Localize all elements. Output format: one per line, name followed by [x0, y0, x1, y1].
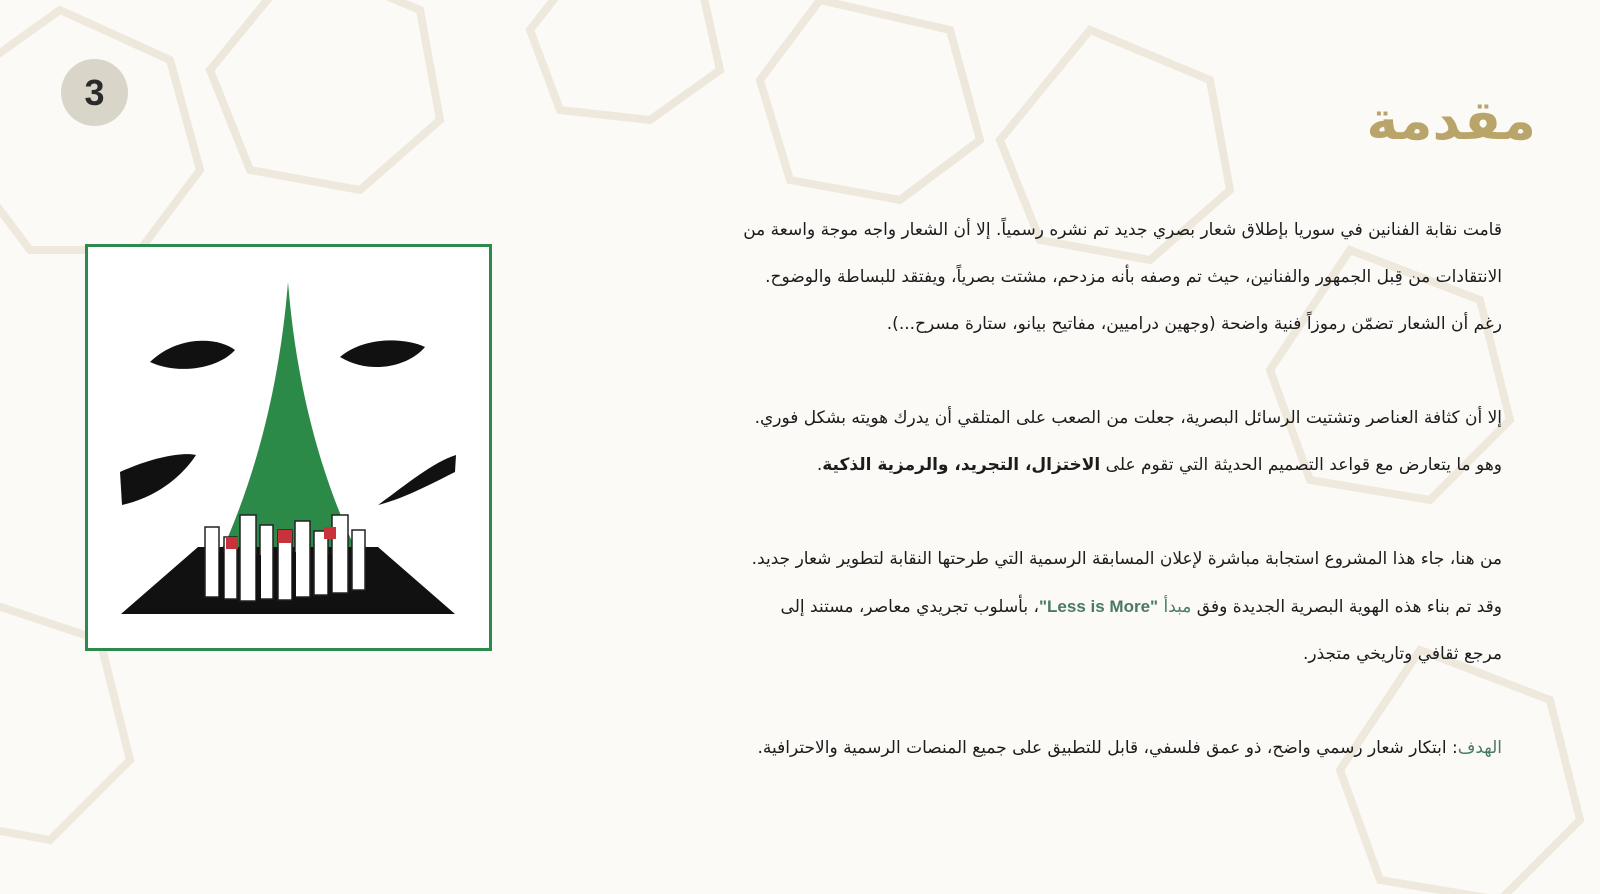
old-logo-illustration — [88, 247, 489, 648]
page-number-badge — [61, 59, 128, 126]
logo-mask-shape-left — [120, 454, 196, 505]
text-line — [622, 583, 1502, 631]
old-logo-image — [85, 244, 492, 651]
principle-label: مبدأ — [1163, 597, 1192, 617]
logo-mask-eye-right — [340, 340, 425, 367]
goal-label: الهدف — [1457, 738, 1502, 758]
design-principles-emphasis: الاختزال، التجريد، والرمزية الذكية — [822, 455, 1101, 475]
text-line — [622, 442, 1502, 489]
text-segment: ، بأسلوب تجريدي معاصر، مستند إلى — [780, 597, 1039, 617]
text-line: من هنا، جاء هذا المشروع استجابة مباشرة لإعلان المسابقة الرسمية التي طرحتها النقابة لتطوير شعار جديد. — [751, 549, 1502, 569]
logo-mask-eye-left — [150, 341, 235, 369]
goal-text: : ابتكار شعار رسمي واضح، ذو عمق فلسفي، قابل للتطبيق على جميع المنصات الرسمية والاحترافية. — [757, 738, 1458, 758]
text-segment: وقد تم بناء هذه الهوية البصرية الجديدة وفق — [1191, 597, 1502, 617]
text-line: رغم أن الشعار تضمّن رموزاً فنية واضحة (وجهين دراميين، مفاتيح بيانو، ستارة مسرح...). — [886, 314, 1502, 334]
text-line: إلا أن كثافة العناصر وتشتيت الرسائل البصرية، جعلت من الصعب على المتلقي أن يدرك هويته بشكل فوري. — [754, 408, 1502, 428]
page-number: 3 — [84, 71, 105, 113]
text-line — [622, 725, 1502, 772]
text-line: مرجع ثقافي وتاريخي متجذر. — [1302, 644, 1502, 664]
logo-mask-shape-right — [378, 455, 456, 505]
text-line: قامت نقابة الفنانين في سوريا بإطلاق شعار بصري جديد تم نشره رسمياً. إلا أن الشعار واجه موجة واسعة من — [743, 220, 1502, 240]
text-segment: . — [816, 455, 823, 475]
paragraph-project — [622, 536, 1502, 678]
paragraph-problem — [622, 395, 1502, 489]
text-segment: وهو ما يتعارض مع قواعد التصميم الحديثة التي تقوم على — [1100, 455, 1502, 475]
text-line: الانتقادات من قِبل الجمهور والفنانين، حيث تم وصفه بأنه مزدحم، مشتت بصرياً، ويفتقد للبساطة والوضوح. — [765, 267, 1502, 287]
paragraph-goal — [622, 725, 1502, 772]
page-title: مقدمة — [1366, 89, 1536, 152]
less-is-more-principle: "Less is More" — [1038, 597, 1159, 616]
paragraph-background — [622, 207, 1502, 348]
intro-text — [622, 207, 1502, 772]
